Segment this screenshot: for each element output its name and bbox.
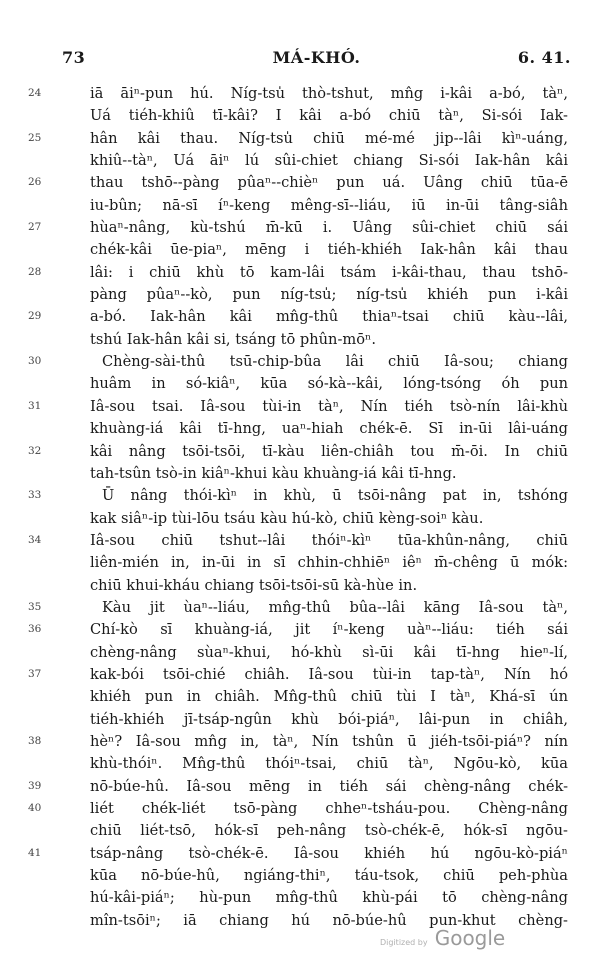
- verse-number: 32: [28, 444, 42, 457]
- text-line: [28, 151, 568, 173]
- verse-number: 25: [28, 131, 42, 144]
- verse-number: 33: [28, 489, 42, 502]
- text-line: [28, 464, 568, 486]
- line-text: kak siâⁿ-ip tùi-lōu tsáu kàu hú-kò, chiū kèng-soiⁿ kàu.: [90, 509, 484, 527]
- text-line: [28, 352, 568, 374]
- text-line: [28, 106, 568, 128]
- line-text: khiû--tàⁿ, Uá āiⁿ lú sûi-chiet chiang Si-sói Iak-hân kâi: [90, 152, 568, 170]
- line-text: hú-kâi-piáⁿ; hù-pun mn̂g-thû khù-pái tō chèng-nâng: [90, 889, 568, 907]
- text-line: [28, 129, 568, 151]
- text-line: [28, 397, 568, 419]
- text-line: [28, 576, 568, 598]
- verse-number: 24: [28, 87, 42, 99]
- text-line: [28, 620, 568, 642]
- text-line: [28, 687, 568, 709]
- line-text: Kàu jit ùaⁿ--liáu, mn̂g-thû bûa--lâi kāng Iâ-sou tàⁿ,: [102, 598, 568, 616]
- text-line: [28, 598, 568, 620]
- text-line: [28, 754, 568, 776]
- text-line: [28, 442, 568, 464]
- text-line: [28, 799, 568, 821]
- line-text: khiéh pun in chiâh. Mn̂g-thû chiū tùi I tàⁿ, Khá-sī ún: [90, 688, 568, 706]
- page-header: [62, 48, 571, 70]
- verse-number: 27: [28, 221, 42, 234]
- line-text: mîn-tsōiⁿ; iā chiang hú nō-búe-hû pun-khut chèng-: [90, 911, 568, 929]
- line-text: liên-mién in, in-ūi in sī chhin-chhiēⁿ iêⁿ m̄-chêng ū mók:: [90, 554, 568, 572]
- line-text: pàng pûaⁿ--kò, pun níg-tsu̍; níg-tsu̍ khiéh pun i-kâi: [90, 286, 568, 304]
- line-text: tiéh-khiéh jī-tsáp-ngûn khù bói-piáⁿ, lâi-pun in chiâh,: [90, 710, 568, 728]
- text-line: [28, 240, 568, 262]
- line-text: kūa nō-búe-hû, ngiáng-thiⁿ, táu-tsok, chiū peh-phùa: [90, 867, 568, 885]
- line-text: chèng-nâng sùaⁿ-khui, hó-khù sì-ūi kâi tī-hng hieⁿ-lí,: [90, 643, 568, 661]
- line-text: tsáp-nâng tsò-chék-ē. Iâ-sou khiéh hú ngōu-kò-piáⁿ: [90, 844, 568, 862]
- line-text: Chèng-sài-thû tsū-chip-bûa lâi chiū Iâ-sou; chiang: [102, 353, 568, 371]
- line-text: tah-tsûn tsò-in kiâⁿ-khui kàu khuàng-iá kâi tī-hng.: [90, 464, 457, 482]
- text-line: [28, 84, 568, 106]
- line-text: Iâ-sou chiū tshut--lâi thóiⁿ-kìⁿ tūa-khûn-nâng, chiū: [90, 531, 568, 549]
- line-text: lâi: i chiū khù tō kam-lâi tsám i-kâi-thau, thau tshō-: [90, 263, 568, 281]
- line-text: nō-búe-hû. Iâ-sou mēng in tiéh sái chèng-nâng chék-: [90, 777, 568, 795]
- text-line: [28, 553, 568, 575]
- text-line: [28, 777, 568, 799]
- page-number: 73: [62, 48, 86, 67]
- text-line: [28, 218, 568, 240]
- text-line: [28, 866, 568, 888]
- verse-number: 35: [28, 600, 42, 613]
- line-text: iā āiⁿ-pun hú. Níg-tsu̍ thò-tshut, mn̂g i-kâi a-bó, tàⁿ,: [90, 85, 568, 102]
- text-line: [28, 307, 568, 329]
- line-text: Chí-kò sī khuàng-iá, jit íⁿ-keng uàⁿ--liáu: tiéh sái: [90, 621, 568, 639]
- line-text: liét chék-liét tsō-pàng chheⁿ-tsháu-pou. Chèng-nâng: [90, 800, 568, 817]
- line-text: khuàng-iá kâi tī-hng, uaⁿ-hiah chék-ē. Sī in-ūi lâi-uáng: [90, 420, 568, 438]
- text-line: [28, 419, 568, 441]
- line-text: huâm in só-kiâⁿ, kūa só-kà--kâi, lóng-tsóng óh pun: [90, 375, 568, 393]
- line-text: Iâ-sou tsai. Iâ-sou tùi-in tàⁿ, Nín tiéh tsò-nín lâi-khù: [90, 397, 568, 415]
- text-line: [28, 710, 568, 732]
- text-line: [28, 732, 568, 754]
- text-line: [28, 263, 568, 285]
- text-line: [28, 173, 568, 195]
- line-text: Ū nâng thói-kìⁿ in khù, ū tsōi-nâng pat in, tshóng: [102, 487, 568, 505]
- verse-number: 26: [28, 176, 42, 189]
- verse-number: 30: [28, 355, 42, 368]
- line-text: chiū liét-tsō, hók-sī peh-nâng tsò-chék-ē, hók-sī ngōu-: [90, 822, 568, 840]
- text-line: [28, 509, 568, 531]
- page-body: [28, 84, 568, 933]
- text-line: [28, 665, 568, 687]
- verse-number: 41: [28, 846, 42, 859]
- line-text: chék-kâi ūe-piaⁿ, mēng i tiéh-khiéh Iak-hân kâi thau: [90, 241, 568, 259]
- verse-number: 38: [28, 734, 42, 747]
- line-text: kak-bói tsōi-chié chiâh. Iâ-sou tùi-in tap-tàⁿ, Nín hó: [90, 665, 568, 683]
- text-line: [28, 196, 568, 218]
- text-line: [28, 330, 568, 352]
- line-text: tshú Iak-hân kâi si, tsáng tō phûn-mōⁿ.: [90, 330, 376, 348]
- line-text: khù-thóiⁿ. Mn̂g-thû thóiⁿ-tsai, chiū tàⁿ, Ngōu-kò, kūa: [90, 755, 568, 773]
- verse-number: 37: [28, 667, 42, 680]
- verse-number: 34: [28, 533, 42, 546]
- digitized-label: Digitized by: [380, 938, 428, 947]
- text-line: [28, 531, 568, 553]
- line-text: chiū khui-kháu chiang tsōi-tsōi-sū kà-hùe in.: [90, 576, 418, 594]
- text-line: [28, 844, 568, 866]
- line-text: Uá tiéh-khiû tī-kâi? I kâi a-bó chiū tàⁿ, Si-sói Iak-: [90, 107, 568, 125]
- digitized-watermark: [380, 926, 505, 950]
- verse-number: 29: [28, 310, 42, 323]
- line-text: kâi nâng tsōi-tsōi, tī-kàu liên-chiâh tou m̄-ōi. In chiū: [90, 442, 568, 460]
- text-line: [28, 888, 568, 910]
- running-title: MÁ-KHÓ.: [272, 48, 361, 67]
- google-logo: Google: [434, 926, 506, 950]
- line-text: thau tshō--pàng pûaⁿ--chièⁿ pun uá. Uâng chiū tūa-ē: [90, 174, 568, 192]
- verse-number: 39: [28, 779, 42, 792]
- verse-number: 28: [28, 265, 42, 278]
- line-text: a-bó. Iak-hân kâi mn̂g-thû thiaⁿ-tsai chiū kàu--lâi,: [90, 308, 568, 326]
- line-text: hùaⁿ-nâng, kù-tshú m̄-kū i. Uâng sûi-chiet chiū sái: [90, 219, 568, 237]
- verse-number: 36: [28, 623, 42, 636]
- line-text: hèⁿ? Iâ-sou mn̂g in, tàⁿ, Nín tshûn ū jiéh-tsōi-piáⁿ? nín: [90, 732, 568, 750]
- text-line: [28, 285, 568, 307]
- text-line: [28, 821, 568, 843]
- text-line: [28, 374, 568, 396]
- text-line: [28, 486, 568, 508]
- line-text: iu-bûn; nā-sī íⁿ-keng mêng-sī--liáu, iū in-ūi tâng-siâh: [90, 196, 568, 214]
- chapter-verse-ref: 6. 41.: [517, 48, 571, 67]
- line-text: hân kâi thau. Níg-tsu̍ chiū mé-mé jip--lâi kìⁿ-uáng,: [90, 129, 568, 147]
- text-line: [28, 643, 568, 665]
- verse-number: 40: [28, 802, 42, 814]
- verse-number: 31: [28, 399, 42, 412]
